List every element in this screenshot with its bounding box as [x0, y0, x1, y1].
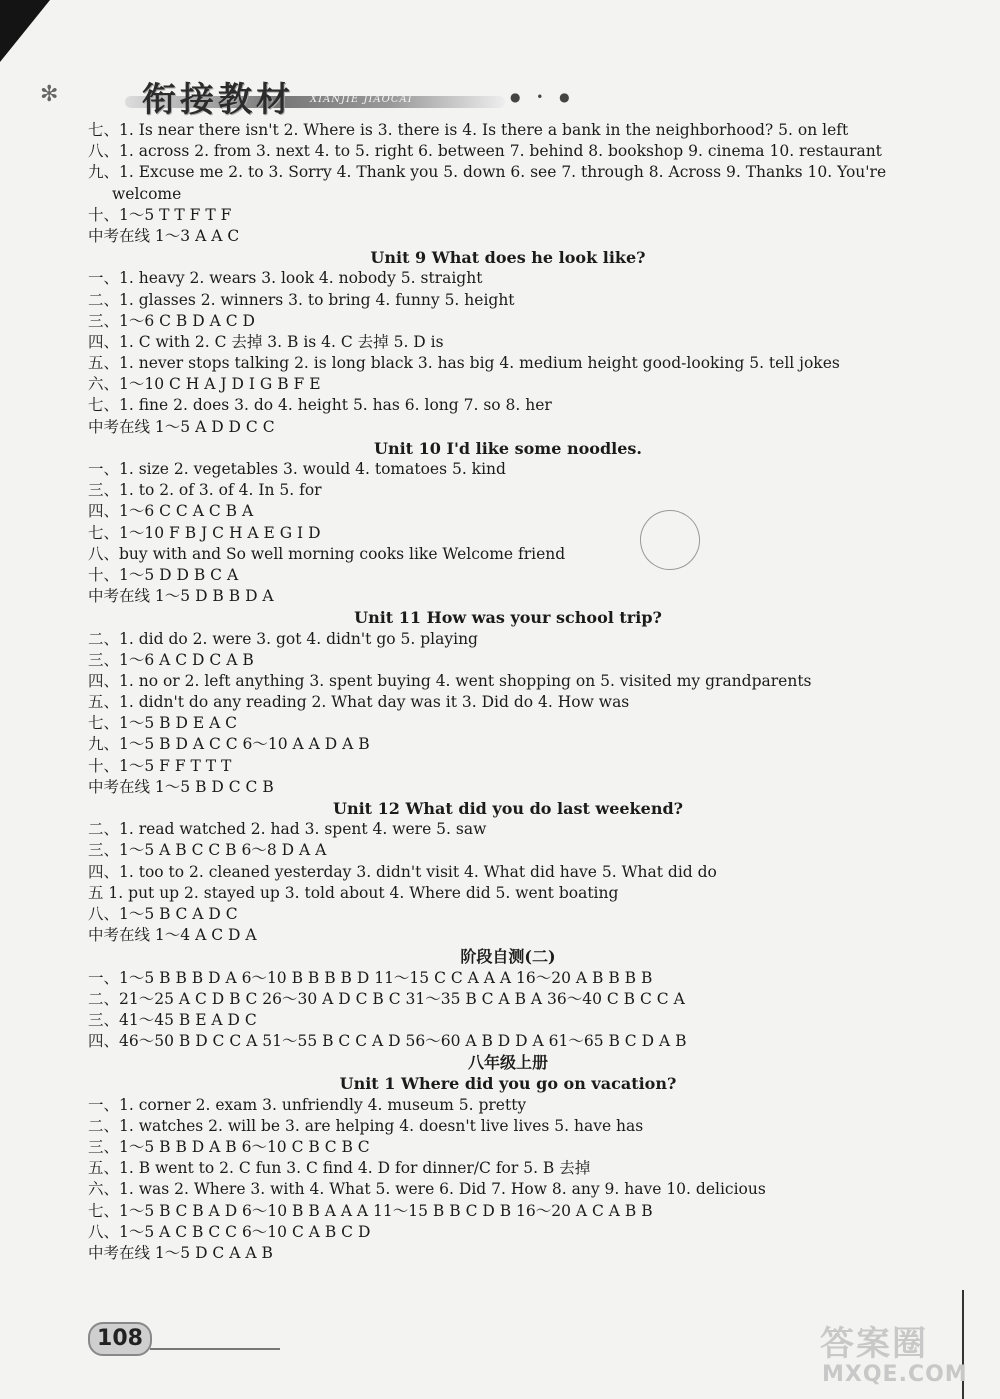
answer-line: 五 1. put up 2. stayed up 3. told about 4. Where did 5. went boating — [88, 883, 619, 902]
section-heading: Unit 11 How was your school trip? — [354, 608, 662, 628]
answer-key-content — [88, 120, 928, 1264]
answer-line: 七、1. fine 2. does 3. do 4. height 5. has 6. long 7. so 8. her — [88, 396, 552, 415]
watermark-url: MXQE.COM — [822, 1362, 968, 1387]
book-header — [30, 70, 630, 120]
answer-line: 二、1. did do 2. were 3. got 4. didn't go 5. playing — [88, 629, 478, 648]
answer-line: 十、1～5 T T F T F — [88, 205, 232, 224]
answer-line: 八、1. across 2. from 3. next 4. to 5. right 6. between 7. behind 8. bookshop 9. cinema 10. restaurant — [88, 142, 882, 161]
answer-line: 九、1. Excuse me 2. to 3. Sorry 4. Thank you 5. down 6. see 7. through 8. Across 9. Thanks 10. You're — [88, 163, 887, 182]
answer-line: 二、1. glasses 2. winners 3. to bring 4. funny 5. height — [88, 290, 515, 309]
answer-line: 七、1～5 B D E A C — [88, 714, 238, 733]
answer-line: 一、1. heavy 2. wears 3. look 4. nobody 5. straight — [88, 269, 483, 288]
answer-line: 中考在线 1～3 A A C — [88, 226, 240, 245]
answer-line: 中考在线 1～5 D B B D A — [88, 587, 274, 606]
answer-line: 一、1～5 B B B D A 6～10 B B B B D 11～15 C C A A A 16～20 A B B B B — [88, 968, 653, 987]
answer-line: 六、1. was 2. Where 3. with 4. What 5. were 6. Did 7. How 8. any 9. have 10. delicious — [88, 1180, 766, 1199]
answer-line: 三、41～45 B E A D C — [88, 1010, 257, 1029]
answer-line: 三、1. to 2. of 3. of 4. In 5. for — [88, 481, 322, 500]
answer-line: 四、1. no or 2. left anything 3. spent buying 4. went shopping on 5. visited my grandparents — [88, 671, 812, 690]
answer-line: 四、46～50 B D C C A 51～55 B C C A D 56～60 A B D D A 61～65 B C D A B — [88, 1032, 687, 1051]
answer-line: 四、1～6 C C A C B A — [88, 502, 254, 521]
answer-line: 七、1～10 F B J C H A E G I D — [88, 523, 321, 542]
watermark-brand: 答案圈 — [820, 1324, 928, 1364]
section-heading: Unit 1 Where did you go on vacation? — [339, 1074, 677, 1094]
page-number: 108 — [88, 1322, 152, 1356]
answer-line: 八、1～5 B C A D C — [88, 904, 238, 923]
answer-line: 四、1. C with 2. C 去掉 3. B is 4. C 去掉 5. D is — [88, 332, 444, 351]
answer-line: 九、1～5 B D A C C 6～10 A A D A B — [88, 735, 370, 754]
answer-line: 七、1～5 B C B A D 6～10 B B A A A 11～15 B B C D B 16～20 A C A B B — [88, 1201, 653, 1220]
answer-line: welcome — [112, 184, 182, 203]
answer-line: 八、1～5 A C B C C 6～10 C A B C D — [88, 1222, 371, 1241]
answer-line: 五、1. didn't do any reading 2. What day was it 3. Did do 4. How was — [88, 693, 630, 712]
answer-line: 三、1～6 C B D A C D — [88, 311, 255, 330]
answer-line: 八、buy with and So well morning cooks like Welcome friend — [88, 544, 566, 563]
answer-line: 三、1～5 A B C C B 6～8 D A A — [88, 841, 327, 860]
answer-line: 一、1. size 2. vegetables 3. would 4. tomatoes 5. kind — [88, 460, 506, 478]
section-heading: Unit 10 I'd like some noodles. — [374, 438, 642, 458]
flower-ornament-icon: ✻ — [40, 82, 59, 107]
section-heading: Unit 12 What did you do last weekend? — [332, 799, 684, 818]
answer-line: 四、1. too to 2. cleaned yesterday 3. didn't visit 4. What did have 5. What did do — [88, 862, 717, 881]
answer-line: 六、1～10 C H A J D I G B F E — [88, 375, 321, 394]
dots-ornament-icon: ● • ● — [510, 90, 576, 104]
book-title: 衔接教材 — [142, 80, 294, 120]
answer-line: 二、1. read watched 2. had 3. spent 4. were 5. saw — [88, 820, 487, 839]
answer-line: 二、21～25 A C D B C 26～30 A D C B C 31～35 B C A B A 36～40 C B C C A — [88, 989, 685, 1008]
book-title-pinyin: XIANJIE JIAOCAI — [310, 94, 413, 105]
answer-line: 三、1～6 A C D C A B — [88, 650, 254, 669]
answer-line: 中考在线 1～5 B D C C B — [88, 777, 274, 796]
answer-line: 二、1. watches 2. will be 3. are helping 4. doesn't live lives 5. have has — [88, 1116, 644, 1135]
answer-line: 中考在线 1～4 A C D A — [88, 926, 257, 945]
answer-line: 十、1～5 F F T T T — [88, 756, 232, 775]
answer-line: 五、1. never stops talking 2. is long black 3. has big 4. medium height good-looking 5. tell jokes — [88, 354, 840, 373]
answer-line: 十、1～5 D D B C A — [88, 565, 239, 584]
answer-line: 五、1. B went to 2. C fun 3. C find 4. D for dinner/C for 5. B 去掉 — [88, 1159, 591, 1178]
answer-line: 一、1. corner 2. exam 3. unfriendly 4. museum 5. pretty — [88, 1095, 527, 1114]
answer-line: 三、1～5 B B D A B 6～10 C B C B C — [88, 1138, 370, 1156]
answer-line: 中考在线 1～5 D C A A B — [88, 1243, 273, 1262]
page-corner-decoration — [0, 0, 50, 62]
answer-line: 中考在线 1～5 A D D C C — [88, 417, 275, 436]
footer-rule — [150, 1348, 280, 1350]
answer-line: 七、1. Is near there isn't 2. Where is 3. there is 4. Is there a bank in the neighborhood? 5. on left — [88, 121, 849, 139]
section-heading: Unit 9 What does he look like? — [370, 248, 646, 268]
section-heading: 八年级上册 — [467, 1053, 548, 1073]
section-heading: 阶段自测(二) — [460, 947, 556, 967]
